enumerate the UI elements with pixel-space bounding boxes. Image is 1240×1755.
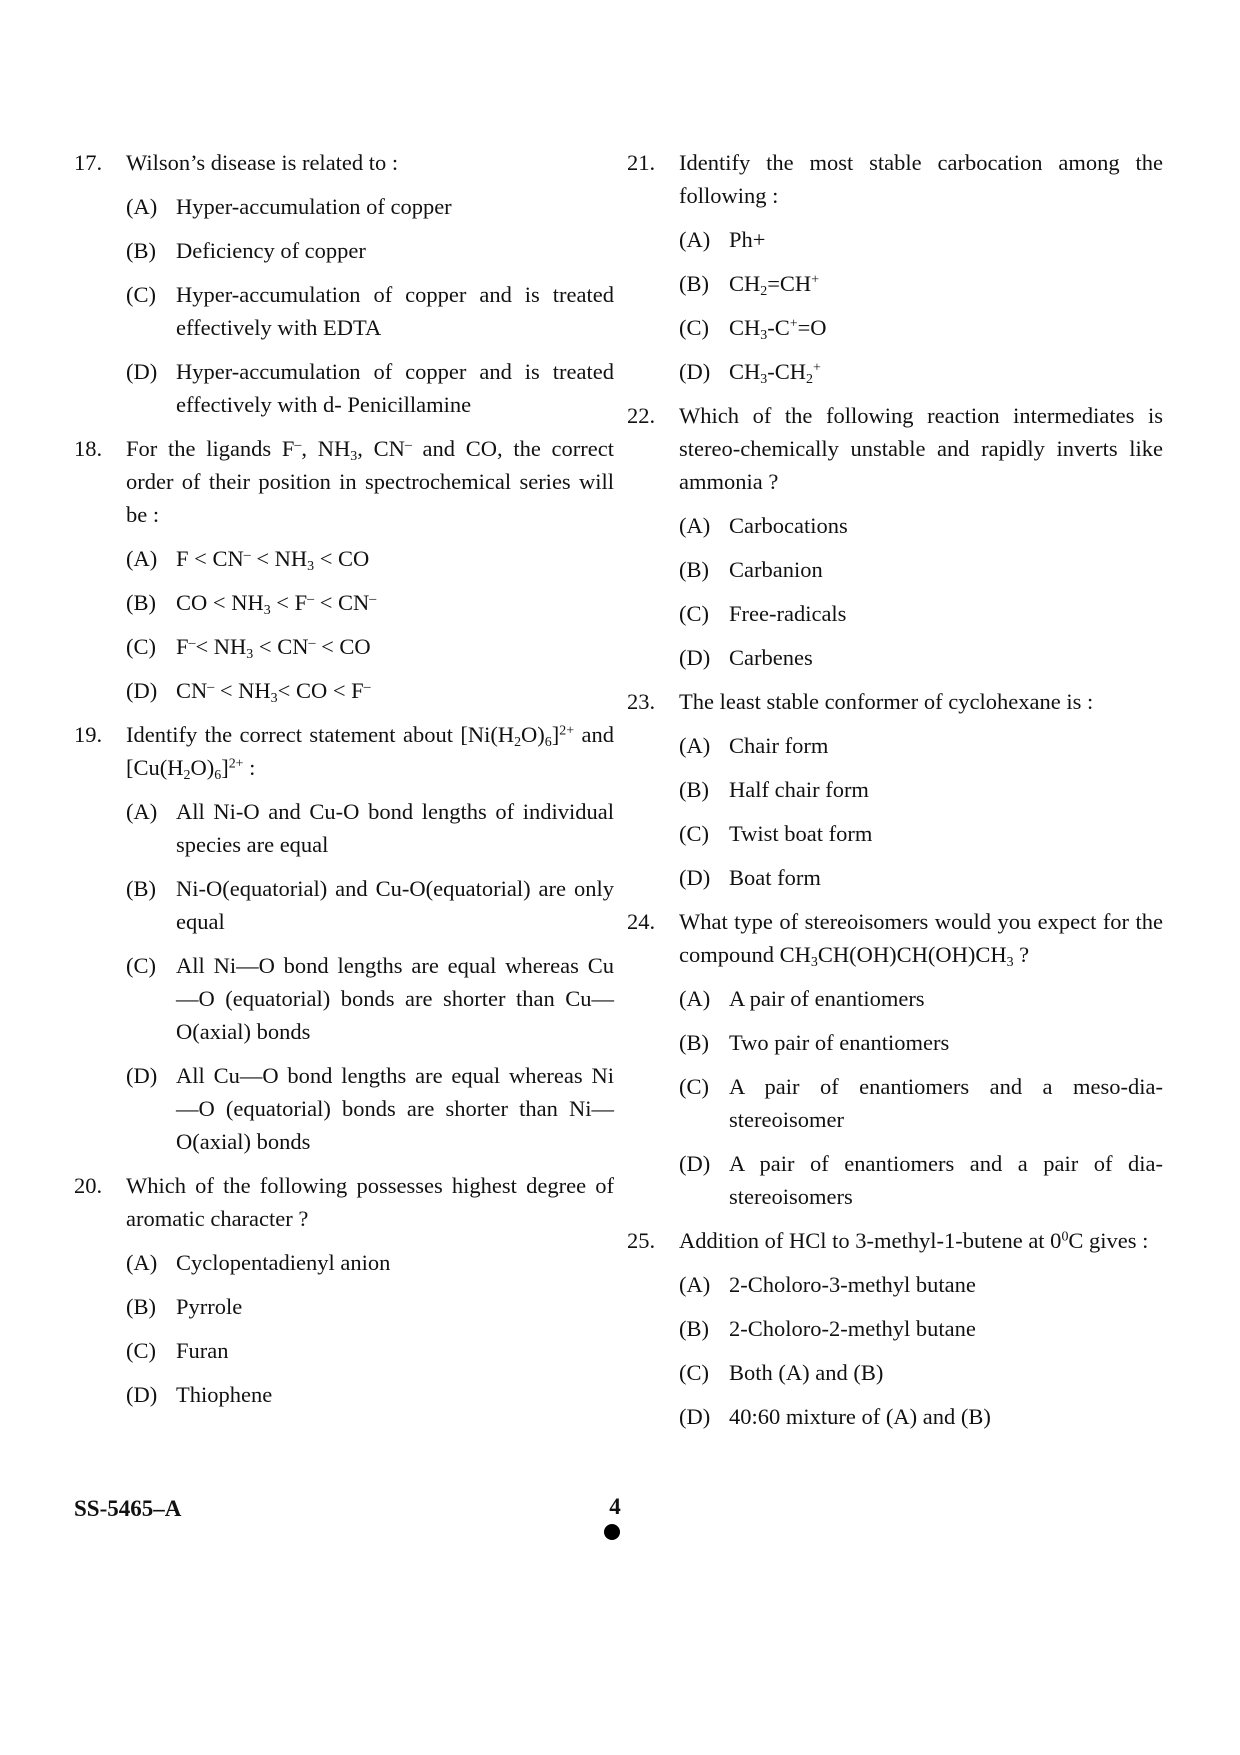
option [126,234,614,267]
option-letter: (C) [679,821,709,846]
option [679,311,1163,344]
option-letter: (A) [126,194,158,219]
option [126,795,614,861]
option-text: All Ni—O bond lengths are equal whereas Cu—O (equatorial) bonds are shorter than Cu—O(axial) bonds [176,953,614,1044]
option-text: Cyclopentadienyl anion [176,1250,391,1275]
option-letter: (C) [126,953,156,978]
option-letter: (A) [126,546,158,571]
question-text: The least stable conformer of cyclohexane is : [679,689,1094,714]
option-letter: (A) [679,513,711,538]
option-letter: (B) [126,238,156,263]
paper-code: SS-5465–A [74,1496,182,1521]
option [126,1246,614,1279]
option [679,1356,1163,1389]
option-text: $CH_3-CH_2^+$ [729,359,821,388]
option-text: 2-Choloro-2-methyl butane [729,1316,976,1341]
option [679,1268,1163,1301]
option [126,190,614,223]
question [627,1224,1163,1433]
option-letter: (C) [679,601,709,626]
option-letter: (B) [126,590,156,615]
option-letter: (A) [126,1250,158,1275]
option [126,630,614,663]
question-number: 22. [627,403,656,428]
option-text: $CH_2=CH^+$ [729,271,820,300]
question-text: Identify the most stable carbocation among the following : [679,150,1163,208]
option [126,674,614,707]
question-text: Which of the following reaction intermediates is stereo-chemically unstable and rapidly inverts like ammonia ? [679,403,1163,494]
option [679,1147,1163,1213]
option-letter: (C) [126,1338,156,1363]
option-text: Thiophene [176,1382,273,1407]
question-text: What type of stereoisomers would you expect for the compound $CH_3CH(OH)CH(OH)CH_3$ ? [679,909,1163,971]
option-letter: (D) [679,645,711,670]
question [627,905,1163,1213]
option-text: A pair of enantiomers and a pair of dia-stereoisomers [729,1151,1163,1209]
option [679,1026,1163,1059]
option-text: All Cu—O bond lengths are equal whereas Ni—O (equatorial) bonds are shorter than Ni—O(axial) bonds [176,1063,614,1154]
option-letter: (A) [679,986,711,1011]
question-text: Addition of HCl to 3-methyl-1-butene at $0^0C$ gives : [679,1228,1149,1253]
option-text: 40:60 mixture of (A) and (B) [729,1404,991,1429]
option-text: Deficiency of copper [176,238,366,263]
option-letter: (B) [679,271,709,296]
option [126,355,614,421]
option-text: Ph+ [729,227,766,252]
option [679,267,1163,300]
option-letter: (A) [679,227,711,252]
option-text: All Ni-O and Cu-O bond lengths of individual species are equal [176,799,614,857]
question-text: Wilson’s disease is related to : [126,150,399,175]
question-text: Which of the following possesses highest degree of aromatic character ? [126,1173,614,1231]
option-text: A pair of enantiomers and a meso-dia-stereoisomer [729,1074,1163,1132]
option-letter: (B) [679,1316,709,1341]
option-text: Carbanion [729,557,823,582]
option-text: Carbenes [729,645,813,670]
option [126,872,614,938]
option-letter: (A) [126,799,158,824]
option-text: Both (A) and (B) [729,1360,884,1385]
option [126,542,614,575]
option-letter: (D) [126,1063,158,1088]
option-text: 2-Choloro-3-methyl butane [729,1272,976,1297]
option [679,817,1163,850]
question-number: 18. [74,436,103,461]
option-text: Ni-O(equatorial) and Cu-O(equatorial) are only equal [176,876,614,934]
option-text: Hyper-accumulation of copper and is treated effectively with d- Penicillamine [176,359,614,417]
option-letter: (D) [679,865,711,890]
option-letter: (D) [679,359,711,384]
option [679,355,1163,388]
option-letter: (D) [679,1404,711,1429]
option [679,729,1163,762]
option-letter: (B) [126,876,156,901]
option [679,1070,1163,1136]
option-text: CO < $NH_3 < F^- < CN^-$ [176,590,377,619]
page-number: 4 [609,1494,621,1519]
question-number: 19. [74,722,103,747]
option-letter: (B) [679,777,709,802]
question [627,685,1163,894]
option [679,509,1163,542]
option-text: $F^-< NH_3 < CN^-$ < CO [176,634,371,663]
option [679,641,1163,674]
option-letter: (C) [679,1360,709,1385]
question-number: 25. [627,1228,656,1253]
question-number: 23. [627,689,656,714]
option [679,553,1163,586]
option-text: Pyrrole [176,1294,243,1319]
option-text: Twist boat form [729,821,873,846]
option-text: Furan [176,1338,229,1363]
right-column [627,146,1163,1444]
question [627,146,1163,388]
question [74,718,614,1158]
option-letter: (A) [679,733,711,758]
option-letter: (D) [126,1382,158,1407]
option-text: Carbocations [729,513,848,538]
option [126,1378,614,1411]
page-dot [604,1524,620,1540]
question [74,146,614,421]
option-text: Chair form [729,733,829,758]
question-text: For the ligands F–, $NH_3$, CN– and CO, the correct order of their position in spectrochemical series will be : [126,436,614,527]
question-number: 20. [74,1173,103,1198]
option [126,586,614,619]
option-letter: (B) [126,1294,156,1319]
option [126,278,614,344]
option [679,773,1163,806]
question [627,399,1163,674]
option-letter: (C) [679,315,709,340]
option-text: Boat form [729,865,821,890]
question-number: 21. [627,150,656,175]
option [679,861,1163,894]
option-letter: (A) [679,1272,711,1297]
option [679,223,1163,256]
option-letter: (B) [679,1030,709,1055]
option-letter: (B) [679,557,709,582]
option-letter: (D) [126,678,158,703]
option-letter: (D) [126,359,158,384]
option-letter: (C) [679,1074,709,1099]
option [679,982,1163,1015]
option-text: A pair of enantiomers [729,986,925,1011]
question [74,432,614,707]
option [679,1312,1163,1345]
option-text: Two pair of enantiomers [729,1030,950,1055]
question-text: Identify the correct statement about $[Ni(H_2O)_6]^{2+}$ and $[Cu(H_2O)_6]^{2+}$ : [126,722,614,784]
option [679,597,1163,630]
option-letter: (C) [126,634,156,659]
option-text: Hyper-accumulation of copper [176,194,452,219]
question-number: 17. [74,150,103,175]
option-text: Hyper-accumulation of copper and is treated effectively with EDTA [176,282,614,340]
option [126,1059,614,1158]
option-text: $CH_3-C^+=O$ [729,315,827,344]
left-column [74,146,614,1422]
option [126,949,614,1048]
option [126,1290,614,1323]
option [679,1400,1163,1433]
option-letter: (D) [679,1151,711,1176]
question-number: 24. [627,909,656,934]
option-text: Half chair form [729,777,869,802]
option-text: Free-radicals [729,601,847,626]
option-text: $F < CN^- < NH_3$ < CO [176,546,370,575]
question [74,1169,614,1411]
option [126,1334,614,1367]
option-letter: (C) [126,282,156,307]
option-text: $CN^- < NH_3<$ CO < F– [176,678,371,707]
